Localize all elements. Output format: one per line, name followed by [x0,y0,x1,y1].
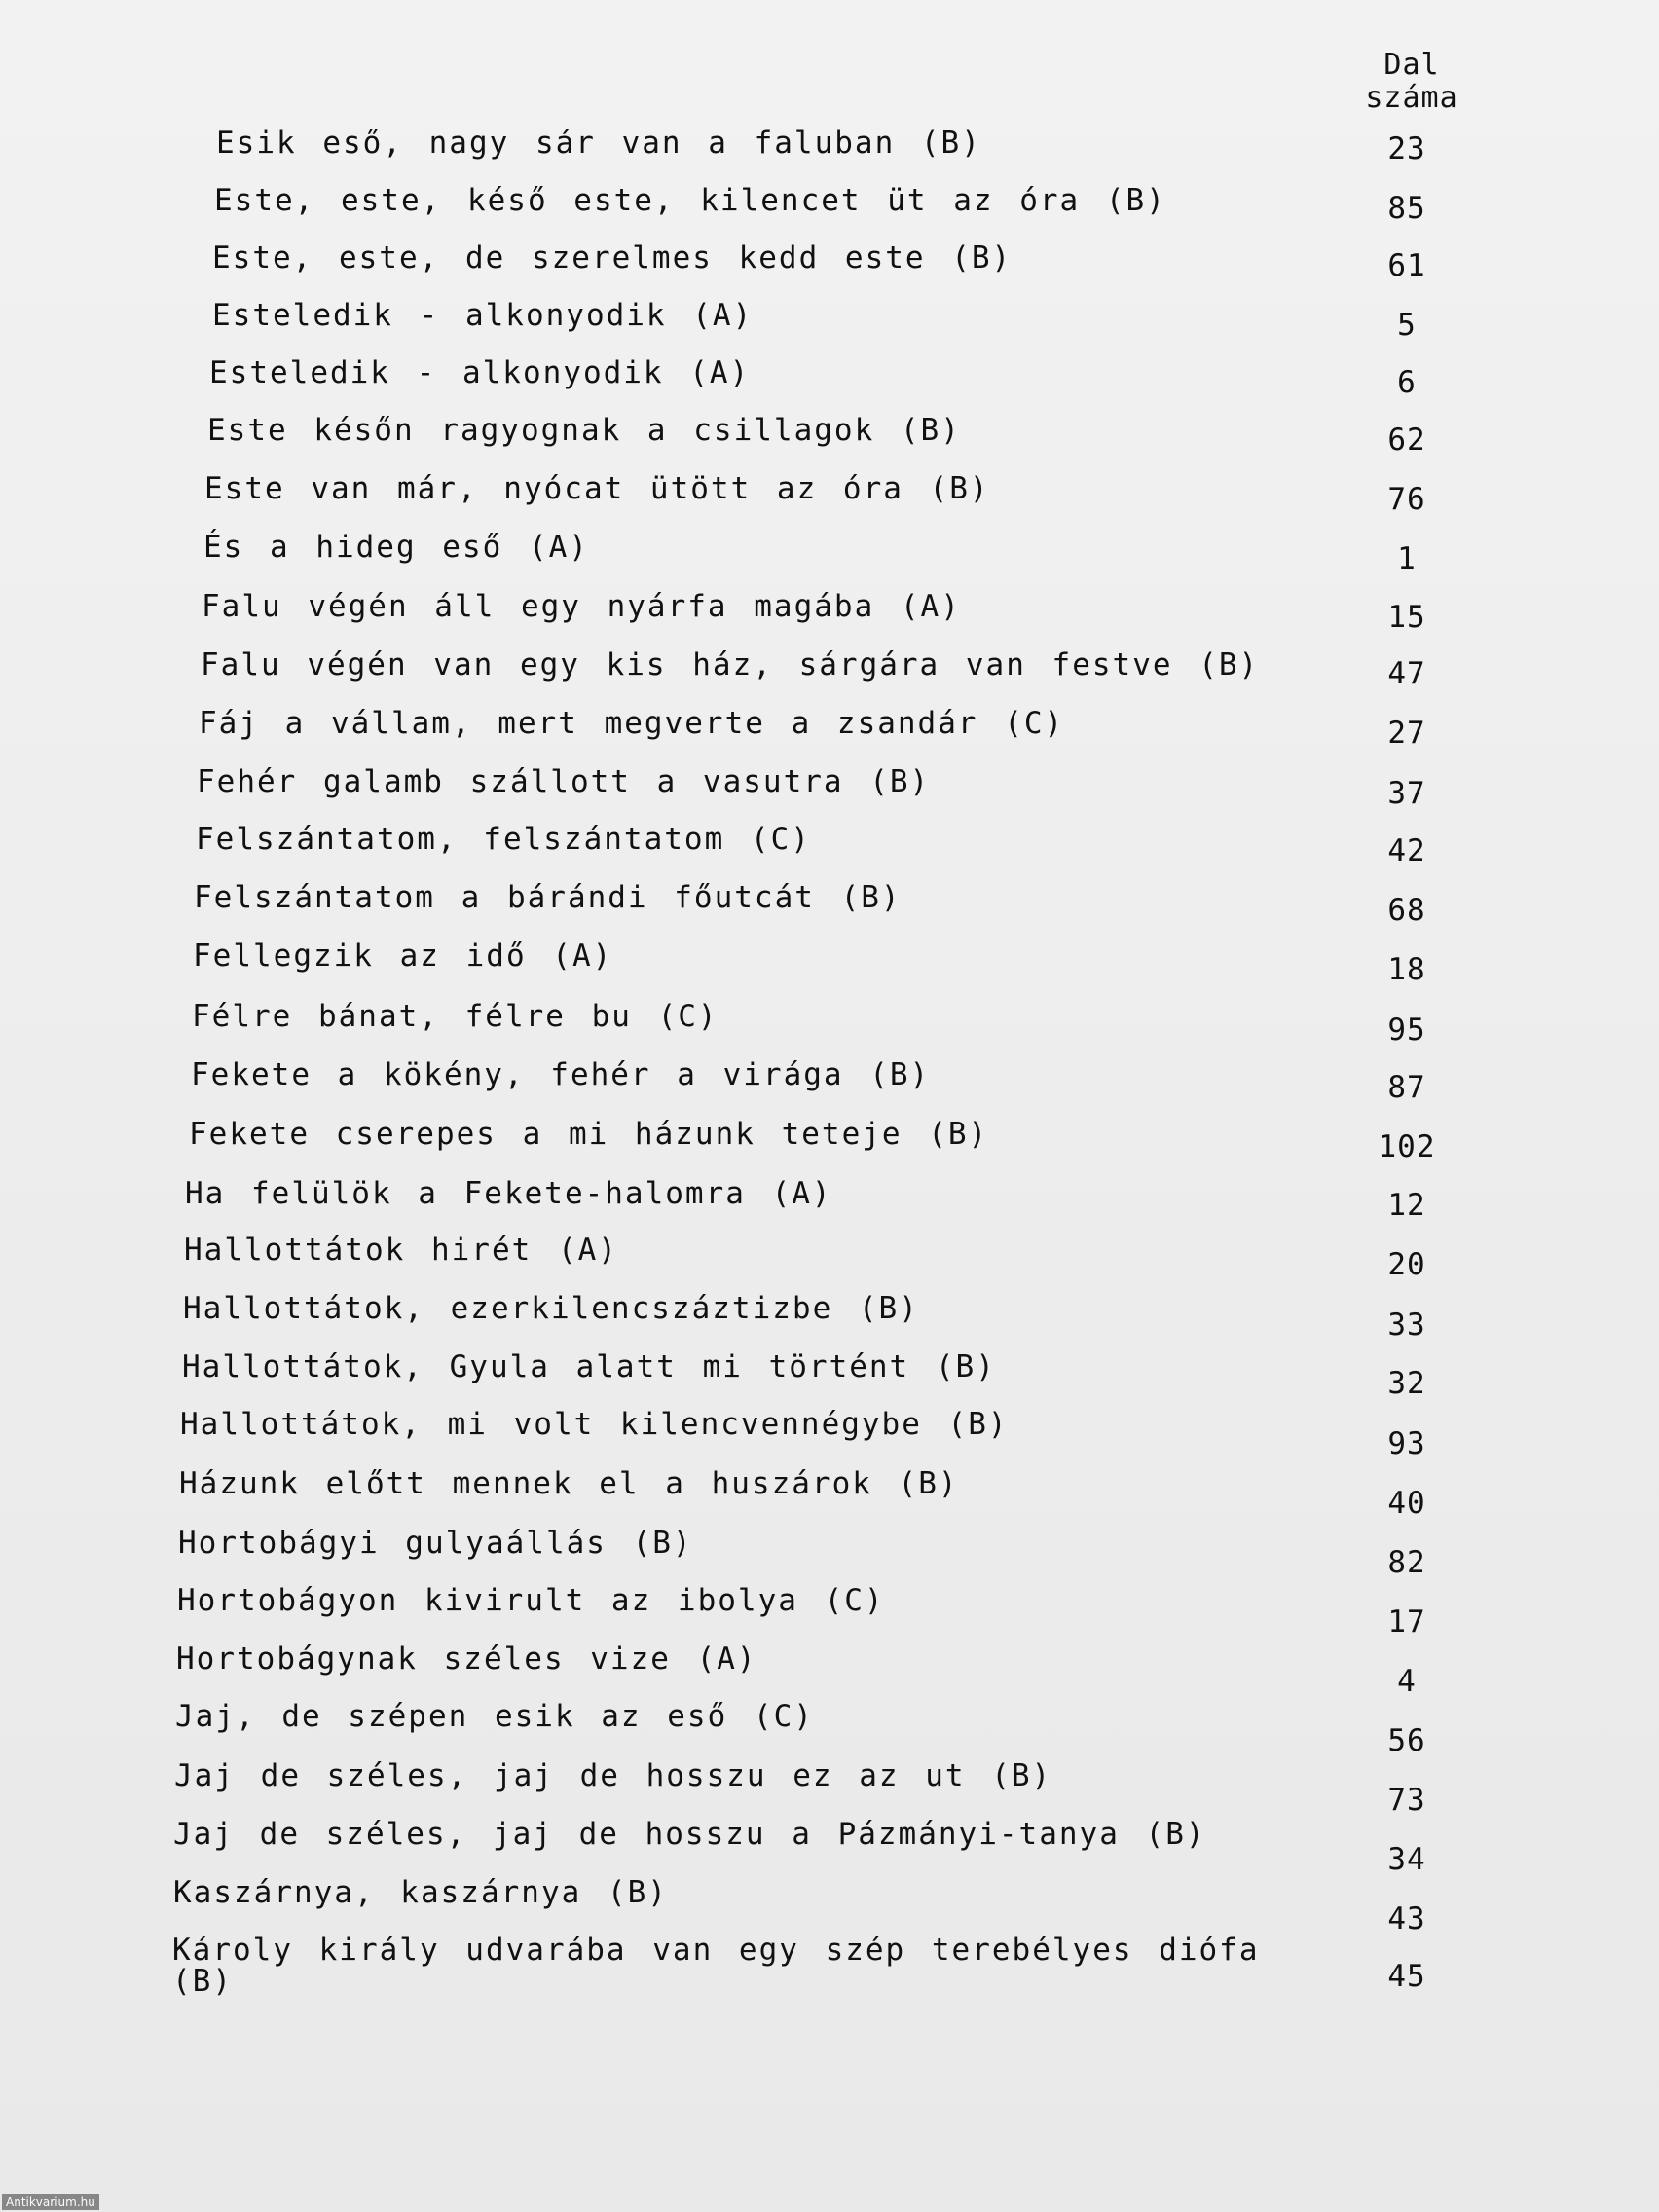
song-number: 82 [1387,1545,1426,1580]
song-number: 20 [1387,1247,1426,1282]
song-title: És a hideg eső (A) [203,530,589,565]
song-number: 102 [1378,1129,1436,1164]
list-item [0,409,1659,467]
list-item [0,1168,1659,1227]
column-header-line-1: Dal [1383,48,1440,82]
list-item [0,526,1659,584]
song-title: Este van már, nyócat ütött az óra (B) [204,471,990,506]
song-number: 68 [1387,893,1426,928]
list-item [0,1344,1659,1402]
list-item [0,1460,1659,1519]
song-title: Este, este, de szerelmes kedd este (B) [212,240,1013,276]
list-item [0,818,1659,876]
song-number: 56 [1387,1723,1426,1758]
list-item [0,1928,1659,2015]
song-number: 73 [1387,1783,1426,1818]
song-number: 32 [1387,1366,1426,1401]
column-header [1334,49,1490,115]
list-item [0,175,1659,234]
song-title: Jaj de széles, jaj de hosszu a Pázmányi-tanya (B) [173,1817,1206,1852]
song-number: 40 [1387,1486,1426,1521]
song-number: 27 [1387,716,1426,751]
song-number: 4 [1397,1664,1417,1699]
song-title: Ha felülök a Fekete-halomra (A) [185,1176,832,1211]
song-title: Falu végén van egy kis ház, sárgára van festve (B) [201,647,1260,682]
column-header-line-2: száma [1365,81,1458,115]
list-item [0,759,1659,818]
list-item [0,1051,1659,1110]
song-title: Hortobágyon kivirult az ibolya (C) [177,1583,885,1618]
song-number: 1 [1397,541,1417,576]
list-item [0,1811,1659,1877]
song-number: 42 [1387,833,1426,868]
song-number: 45 [1387,1959,1426,1994]
list-item [0,1636,1659,1699]
song-number: 43 [1387,1901,1426,1936]
list-item [0,1285,1659,1344]
song-number: 93 [1387,1426,1426,1461]
list-item [0,993,1659,1051]
list-item [0,234,1659,292]
song-number: 6 [1397,365,1417,400]
song-number: 85 [1387,191,1426,226]
song-title: Hortobágynak széles vize (A) [176,1641,757,1677]
list-item [0,935,1659,993]
song-title: Házunk előtt mennek el a huszárok (B) [179,1466,959,1501]
song-title: Fekete a kökény, fehér a virága (B) [191,1057,931,1092]
list-item [0,701,1659,759]
song-title: Károly király udvarába van egy szép terebélyes diófa (B) [172,1933,1260,1999]
song-title: Kaszárnya, kaszárnya (B) [173,1875,668,1910]
list-item [0,1577,1659,1640]
song-number: 5 [1397,308,1417,343]
song-title: Falu végén áll egy nyárfa magába (A) [202,589,961,624]
list-item [0,292,1659,350]
list-item [0,350,1659,409]
watermark-label: Antikvarium.hu [2,2194,99,2210]
song-number: 12 [1387,1188,1426,1223]
song-number: 37 [1387,776,1426,811]
list-item [0,1402,1659,1460]
song-title: Hallottátok, Gyula alatt mi történt (B) [182,1349,996,1384]
list-item [0,1694,1659,1758]
song-title: Jaj, de szépen esik az eső (C) [175,1699,814,1734]
list-item [0,1227,1659,1285]
song-number: 34 [1387,1842,1426,1877]
song-title: Esteledik - alkonyodik (A) [212,298,754,333]
song-number: 33 [1387,1308,1426,1343]
song-title: Hallottátok, ezerkilencszáztizbe (B) [183,1291,919,1326]
song-number: 61 [1387,248,1426,283]
song-number: 95 [1387,1013,1426,1048]
list-item [0,876,1659,935]
song-title: Este későn ragyognak a csillagok (B) [207,413,961,448]
song-number: 76 [1387,482,1426,517]
song-number: 23 [1387,131,1426,166]
song-number: 87 [1387,1070,1426,1105]
list-item [0,1110,1659,1168]
song-number: 15 [1387,600,1426,635]
list-item [0,1869,1659,1936]
list-item [0,1752,1659,1818]
song-title: Hallottátok hirét (A) [184,1233,618,1268]
song-title: Hallottátok, mi volt kilencvennégybe (B) [180,1407,1009,1442]
song-title: Fehér galamb szállott a vasutra (B) [197,764,931,799]
song-title: Félre bánat, félre bu (C) [192,999,719,1034]
list-item [0,467,1659,526]
song-title: Esteledik - alkonyodik (A) [209,355,751,390]
song-title: Fellegzik az idő (A) [193,939,613,974]
song-title: Fekete cserepes a mi házunk teteje (B) [189,1117,989,1152]
song-title: Felszántatom, felszántatom (C) [196,822,811,857]
song-title: Esik eső, nagy sár van a faluban (B) [216,126,981,161]
song-title: Este, este, késő este, kilencet üt az óra (B) [214,183,1166,218]
song-title: Jaj de széles, jaj de hosszu ez az ut (B) [174,1758,1052,1793]
song-number: 62 [1387,423,1426,458]
list-item [0,643,1659,701]
list-item [0,117,1659,175]
song-number: 18 [1387,952,1426,987]
list-item [0,584,1659,643]
song-title: Felszántatom a bárándi főutcát (B) [194,880,902,915]
song-number: 17 [1387,1604,1426,1640]
song-title: Fáj a vállam, mert megverte a zsandár (C) [199,706,1065,741]
list-item [0,1519,1659,1580]
song-number: 47 [1387,656,1426,691]
song-title: Hortobágyi gulyaállás (B) [178,1526,693,1561]
